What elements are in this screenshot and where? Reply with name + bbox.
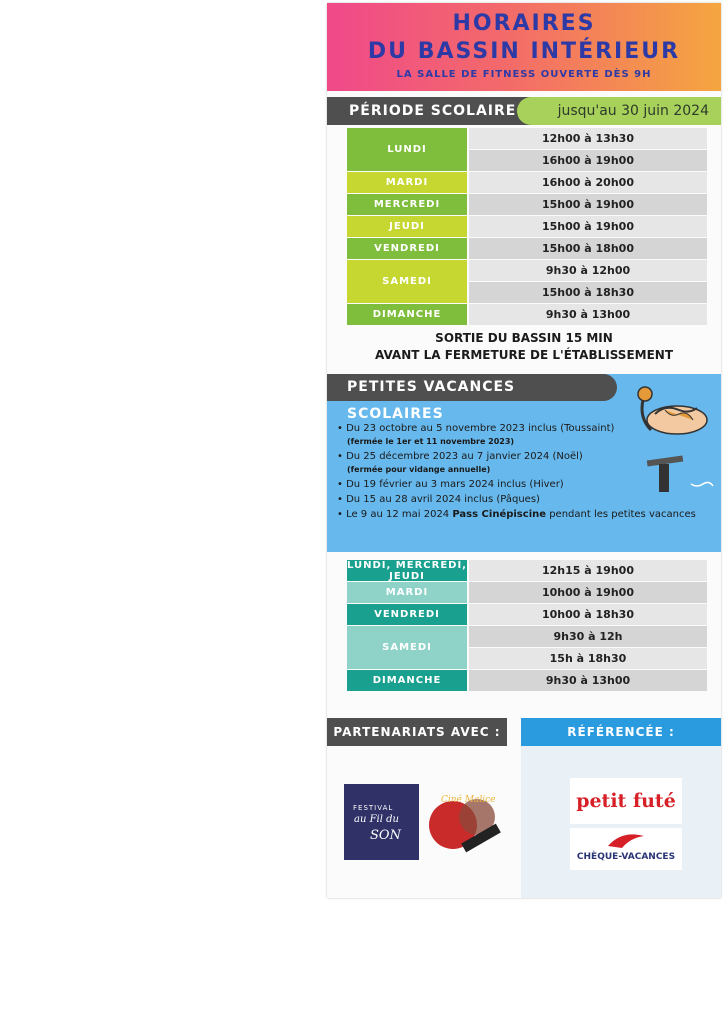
time-slot: 16h00 à 20h00 [469,172,707,193]
day-label: VENDREDI [347,238,467,259]
holidays-title: PETITES VACANCES SCOLAIRES [327,374,617,401]
day-label: MARDI [347,172,467,193]
time-slot: 15h00 à 18h00 [469,238,707,259]
holidays-schedule-table [347,560,707,692]
holiday-dates-list [337,422,721,523]
time-slot: 9h30 à 13h00 [469,670,707,691]
time-slot: 15h à 18h30 [469,648,707,669]
referenced-label: RÉFÉRENCÉE : [521,718,721,746]
school-period-label: PÉRIODE SCOLAIRE [327,97,537,125]
day-label: VENDREDI [347,604,467,625]
day-label: MERCREDI [347,194,467,215]
time-slot: 15h00 à 19h00 [469,194,707,215]
time-slot: 15h00 à 18h30 [469,282,707,303]
day-label: DIMANCHE [347,670,467,691]
title-line2: DU BASSIN INTÉRIEUR [367,39,681,64]
day-label: JEUDI [347,216,467,237]
partners-label: PARTENARIATS AVEC : [327,718,507,746]
time-slot: 10h00 à 19h00 [469,582,707,603]
time-slot: 9h30 à 12h [469,626,707,647]
time-slot: 12h00 à 13h30 [469,128,707,149]
time-slot: 12h15 à 19h00 [469,560,707,581]
time-slot: 16h00 à 19h00 [469,150,707,171]
school-schedule-table [347,128,707,326]
holidays-panel [327,374,721,552]
time-slot: 9h30 à 13h00 [469,304,707,325]
partners-bar [327,718,721,746]
holiday-item: • Le 9 au 12 mai 2024 Pass Cinépiscine pendant les petites vacances [337,509,696,520]
time-slot: 9h30 à 12h00 [469,260,707,281]
holiday-item: • Du 15 au 28 avril 2024 inclus (Pâques) [337,494,540,505]
exit-note-line2: AVANT LA FERMETURE DE L'ÉTABLISSEMENT [374,348,674,362]
header-banner [327,3,721,91]
schedule-flyer [327,3,721,898]
time-slot: 15h00 à 19h00 [469,216,707,237]
day-label: SAMEDI [347,260,467,303]
cinema-logo: Ciné Malice [427,789,507,861]
title-line1: HORAIRES [452,11,596,36]
cheque-vacances-logo: CHÈQUE-VACANCES [570,828,682,870]
day-label: MARDI [347,582,467,603]
festival-logo: FESTIVAL au Fil du SON [344,784,419,860]
holiday-item: • Du 19 février au 3 mars 2024 inclus (Hiver) [337,479,564,490]
day-label: DIMANCHE [347,304,467,325]
holiday-item: • Du 23 octobre au 5 novembre 2023 inclus (Toussaint) (fermée le 1er et 11 novembre 2023) [337,423,615,446]
day-label: SAMEDI [347,626,467,669]
exit-note-line1: SORTIE DU BASSIN 15 MIN [435,331,613,345]
subtitle: LA SALLE DE FITNESS OUVERTE DÈS 9H [396,69,652,80]
school-period-until: jusqu'au 30 juin 2024 [517,97,721,125]
day-label: LUNDI, MERCREDI, JEUDI [347,559,467,582]
day-label: LUNDI [347,128,467,171]
petit-fute-logo: petit futé [570,778,682,824]
time-slot: 10h00 à 18h30 [469,604,707,625]
holiday-item: • Du 25 décembre 2023 au 7 janvier 2024 (Noël) (fermée pour vidange annuelle) [337,451,583,474]
school-period-bar [327,97,721,125]
